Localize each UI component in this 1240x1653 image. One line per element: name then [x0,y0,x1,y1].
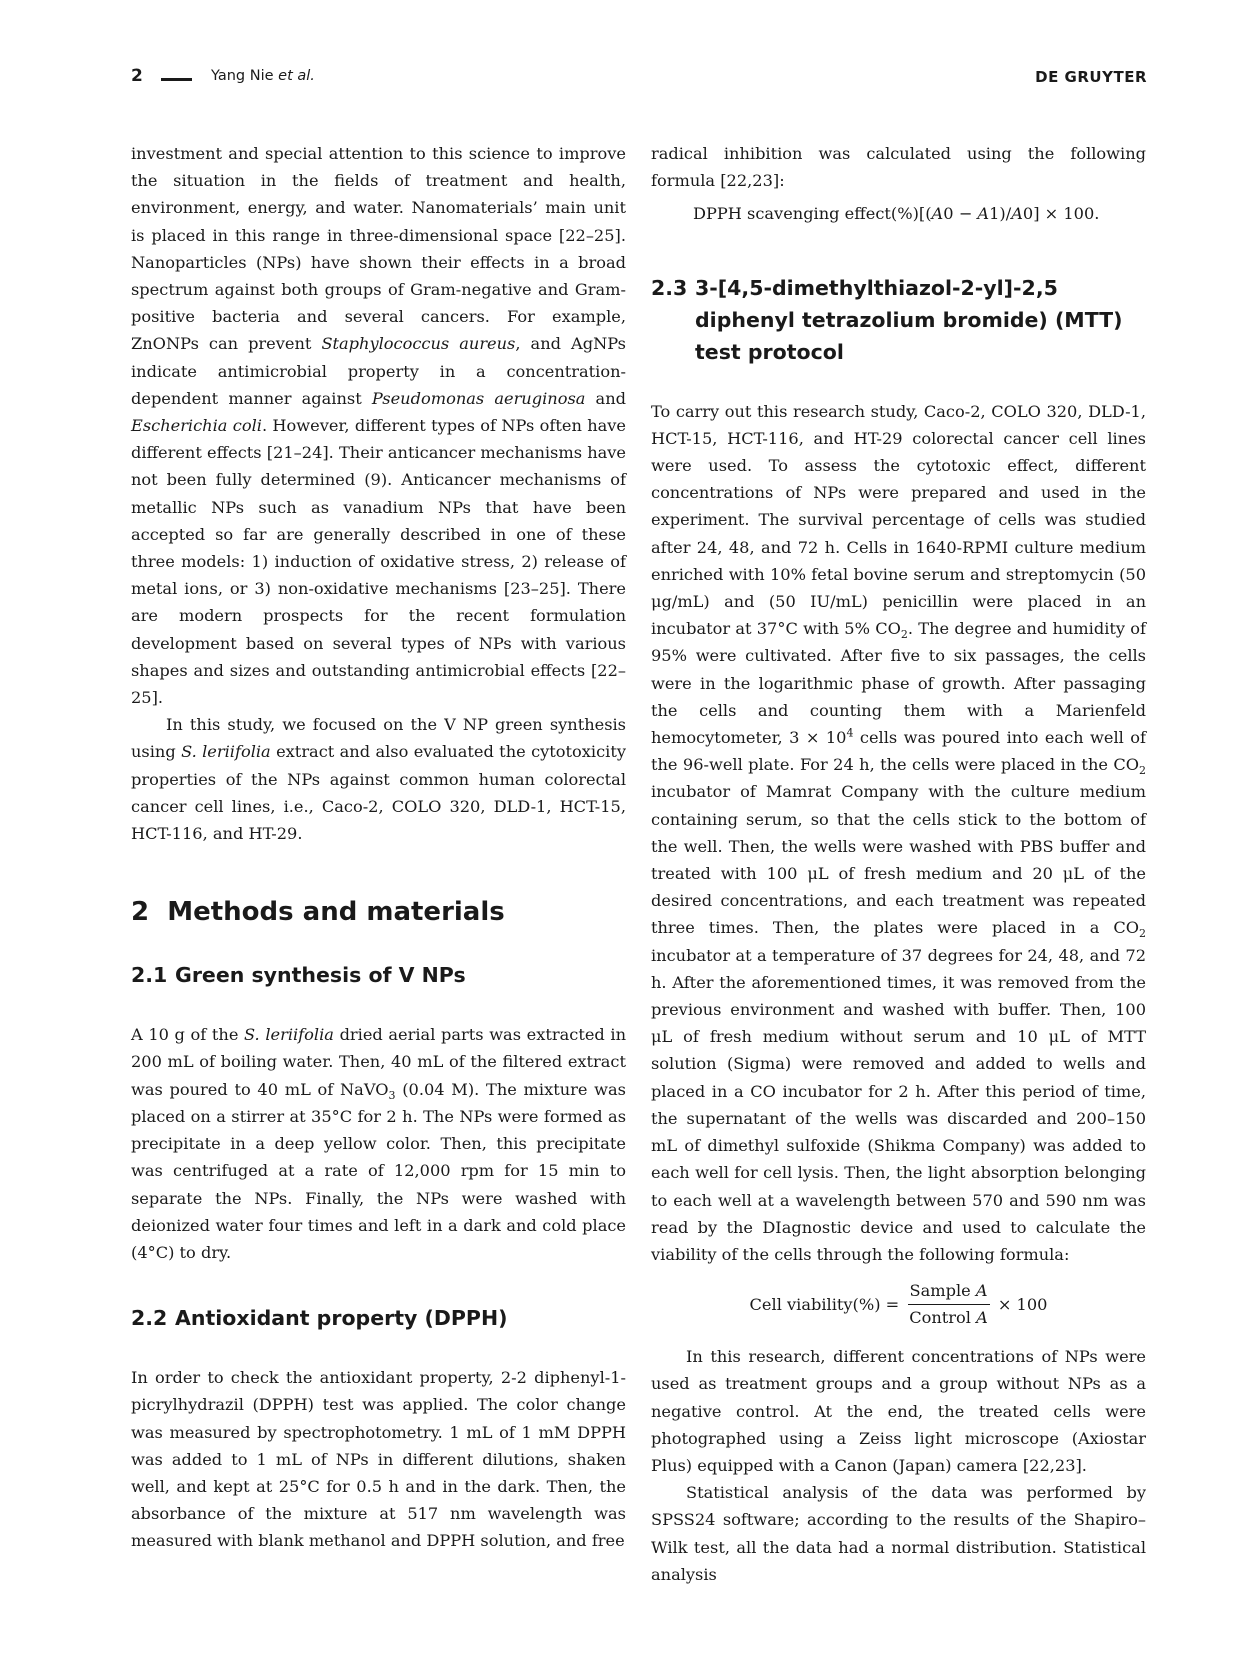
right-column [651,140,1146,1588]
fraction-numerator [908,1278,990,1305]
text-run: In this study, we focused on the V NP green synthesis using [131,715,626,762]
text-run: . However, different types of NPs often have different effects [21–24]. Their anticancer mechanisms have not been fully determined (9). Anticancer mechanisms of metallic NPs such as vanadium NPs that have been accepted so far are generally described in one of these three models: 1) induction of oxidative stress, 2) release of metal ions, or 3) non-oxidative mechanisms [23–25]. There are modern prospects for the recent formulation development based on several types of NPs with various shapes and sizes and outstanding antimicrobial effects [22–25]. [131,416,626,708]
subsection-2-3 [651,272,1146,368]
text-run: To carry out this research study, Caco-2, COLO 320, DLD-1, HCT-15, HCT-116, and HT-29 colorectal cancer cell lines were used. To assess the cytotoxic effect, different concentrations of NPs were prepared and used in the experiment. The survival percentage of cells was studied after 24, 48, and 72 h. Cells in 1640-RPMI culture medium enriched with 10% fetal bovine serum and streptomycin (50 μg/mL) and (50 IU/mL) penicillin were placed in an incubator at 37°C with 5% CO [651,401,1146,639]
intro-paragraph-1 [131,140,626,711]
section-heading-methods [131,895,626,929]
left-column [131,140,626,1555]
superscript: 4 [846,726,854,740]
subscript: 3 [388,1088,396,1102]
subsection-heading [131,959,626,991]
section-number: 2 [131,897,150,928]
formula-rhs: × 100 [997,1295,1048,1314]
formula-text: DPPH scavenging effect(%)[( [693,204,932,224]
subsection-number: 2.1 [131,963,168,988]
text-run: (0.04 M). The mixture was placed on a stirrer at 35°C for 2 h. The NPs were formed as precipitate in a deep yellow color. Then, this precipitate was centrifuged at a rate of 12,000 rpm for 15 min to separate the NPs. Finally, the NPs were washed with deionized water four times and left in a dark and cold place (4°C) to dry. [131,1079,626,1262]
cell-viability-formula [651,1278,1146,1331]
dpph-continued-paragraph: radical inhibition was calculated using the following formula [22,23]: [651,144,1146,191]
intro-paragraph-2 [131,711,626,847]
species-name: S. leriifolia [244,1025,334,1045]
formula-var: A [975,1281,988,1301]
formula-var: A [931,204,944,224]
subsection-number: 2.3 [651,275,688,300]
formula-text: Control [909,1308,977,1328]
formula-var: A [976,1308,988,1328]
formula-text: 0 − [943,204,978,224]
species-name: S. leriifolia [181,742,271,762]
dpph-formula [651,200,1146,227]
formula-text: Sample [909,1281,976,1301]
dpph-paragraph: In order to check the antioxidant property, 2-2 diphenyl-1-picrylhydrazil (DPPH) test was applied. The color change was measured by spectrophotometry. 1 mL of 1 mM DPPH was added to 1 mL of NPs in different dilutions, shaken well, and kept at 25°C for 0.5 h and in the dark. Then, the absorbance of the mixture at 517 nm wavelength was measured with blank methanol and DPPH solution, and free [131,1368,626,1551]
section-title: Methods and materials [167,897,505,928]
running-authors [211,68,315,84]
fraction-denominator [907,1305,990,1331]
text-run: extract and also evaluated the cytotoxicity properties of the NPs against common human colorectal cancer cell lines, i.e., Caco-2, COLO 320, DLD-1, HCT-15, HCT-116, and HT-29. [131,742,626,844]
formula-fraction [907,1278,990,1331]
subsection-2-2 [131,1302,626,1334]
publisher-name: DE GRUYTER [1035,68,1147,86]
subsection-heading [651,272,1146,368]
subscript: 2 [1139,764,1146,778]
text-run: incubator of Mamrat Company with the culture medium containing serum, so that the cells stick to the bottom of the well. Then, the wells were washed with PBS buffer and treated with 100 μL of fresh medium and 20 μL of the desired concentrations, and each treatment was repeated three times. Then, the plates were placed in a CO [651,782,1146,938]
authors-name: Yang Nie [211,68,279,84]
text-run: cells was poured into each well of the 96-well plate. For 24 h, the cells were placed in the CO [651,728,1146,775]
synthesis-paragraph [131,1021,626,1266]
authors-etal: et al. [278,68,315,84]
formula-var: A [977,204,990,224]
text-run: dried aerial parts was extracted in 200 mL of boiling water. Then, 40 mL of the filtered extract was poured to 40 mL of NaVO [131,1025,626,1099]
formula-var: A [1011,204,1023,224]
header-rule [161,78,192,81]
subscript: 2 [1139,927,1146,941]
subsection-title: Antioxidant property (DPPH) [175,1306,508,1331]
mtt-paragraph-2: In this research, different concentrations of NPs were used as treatment groups and a group without NPs as a negative control. At the end, the treated cells were photographed using a Zeiss light microscope (Axiostar Plus) equipped with a Canon (Japan) camera [22,23]. [651,1347,1146,1475]
page-number: 2 [131,66,143,86]
formula-text: 0] × 100. [1022,204,1100,224]
species-name: Escherichia coli [131,416,262,436]
species-name: Pseudomonas aeruginosa [371,388,586,408]
formula-lhs: Cell viability(%) = [749,1295,900,1314]
running-head [131,66,1147,92]
text-run: A 10 g of the [131,1025,245,1045]
subsection-title: 3-[4,5-dimethylthiazol-2-yl]-2,5 diphenyl tetrazolium bromide) (MTT) test protocol [695,275,1123,364]
text-run: . The degree and humidity of 95% were cultivated. After five to six passages, the cells were in the logarithmic phase of growth. After passaging the cells and counting them with a Marienfeld hemocytometer, 3 × 10 [651,619,1147,748]
text-run: , and AgNPs indicate antimicrobial property in a concentration-dependent manner against [131,334,626,408]
text-run: investment and special attention to this science to improve the situation in the fields of treatment and health, environment, energy, and water. Nanomaterials’ main unit is placed in this range in three-dimensional space [22–25]. Nanoparticles (NPs) have shown their effects in a broad spectrum against both groups of Gram-negative and Gram-positive bacteria and several cancers. For example, ZnONPs can prevent [131,144,626,354]
text-run: and [585,388,626,408]
mtt-paragraph-1 [651,398,1146,1269]
species-name: Staphylococcus aureus [321,334,516,354]
mtt-paragraph-3: Statistical analysis of the data was performed by SPSS24 software; according to the results of the Shapiro–Wilk test, all the data had a normal distribution. Statistical analysis [651,1483,1146,1584]
subsection-heading [131,1302,626,1334]
subscript: 2 [900,628,908,642]
subsection-title: Green synthesis of V NPs [175,963,466,988]
subsection-number: 2.2 [131,1306,168,1331]
text-run: incubator at a temperature of 37 degrees for 24, 48, and 72 h. After the aforementioned times, it was removed from the previous environment and washed with buffer. Then, 100 μL of fresh medium without serum and 10 μL of MTT solution (Sigma) were removed and added to wells and placed in a CO incubator for 2 h. After this period of time, the supernatant of the wells was discarded and 200–150 mL of dimethyl sulfoxide (Shikma Company) was added to each well for cell lysis. Then, the light absorption belonging to each well at a wavelength between 570 and 590 nm was read by the DIagnostic device and used to calculate the viability of the cells through the following formula: [651,945,1146,1264]
formula-text: 1)/ [989,204,1012,224]
subsection-2-1 [131,959,626,991]
